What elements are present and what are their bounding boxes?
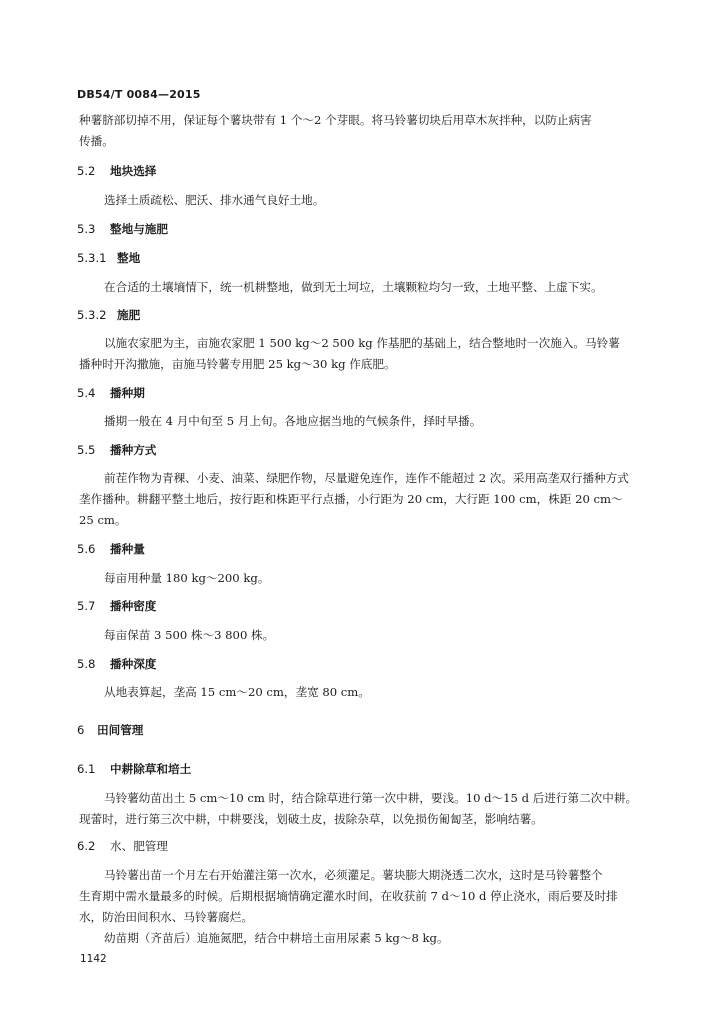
section-number: 5.6 [77, 542, 96, 556]
section-title: 播种深度 [110, 657, 157, 671]
page-number: 1142 [80, 953, 107, 965]
section-5-4-paragraph: 播期一般在 4 月中旬至 5 月上旬。各地应据当地的气候条件，择时早播。 [104, 414, 482, 428]
section-5-6-paragraph: 每亩用种量 180 kg～200 kg。 [104, 571, 270, 585]
section-title: 施肥 [117, 308, 141, 322]
document-header-id: DB54/T 0084—2015 [77, 88, 201, 101]
section-number: 5.2 [77, 164, 96, 178]
section-5-3-heading [77, 221, 168, 237]
section-5-7-paragraph: 每亩保苗 3 500 株～3 800 株。 [104, 628, 275, 642]
section-5-5-paragraph-line-3: 25 cm。 [79, 513, 127, 527]
section-6-2-paragraph-line-4: 幼苗期（齐苗后）追施氮肥，结合中耕培土亩用尿素 5 kg～8 kg。 [104, 931, 449, 945]
section-5-8-heading [77, 656, 156, 672]
section-6-1-paragraph-line-1: 马铃薯幼苗出土 5 cm～10 cm 时，结合除草进行第一次中耕，要浅。10 d～15 d 后进行第二次中耕。 [104, 791, 638, 805]
section-title: 整地 [117, 251, 141, 265]
section-number: 5.4 [77, 386, 96, 400]
section-number: 5.5 [77, 443, 96, 457]
intro-line-2: 传播。 [79, 134, 114, 148]
intro-line-1: 种薯脐部切掉不用，保证每个薯块带有 1 个～2 个芽眼。将马铃薯切块后用草木灰拌种，以防止病害 [79, 113, 592, 127]
section-title: 地块选择 [110, 164, 157, 178]
section-6-1-heading [77, 761, 191, 777]
section-number: 5.7 [77, 599, 96, 613]
section-6-2-paragraph-line-3: 水，防治田间积水、马铃薯腐烂。 [79, 910, 253, 924]
section-6-1-paragraph-line-2: 现蕾时，进行第三次中耕，中耕要浅，划破土皮，拔除杂草，以免损伤匍匐茎，影响结薯。 [79, 812, 543, 826]
section-title: 播种密度 [110, 599, 157, 613]
section-5-3-2-heading [77, 307, 140, 323]
section-5-5-paragraph-line-1: 前茬作物为青稞、小麦、油菜、绿肥作物，尽量避免连作，连作不能超过 2 次。采用高垄双行播种方式 [104, 471, 629, 485]
section-5-5-heading [77, 442, 156, 458]
section-title: 整地与施肥 [110, 222, 168, 236]
section-title: 播种方式 [110, 443, 157, 457]
section-5-4-heading [77, 385, 145, 401]
section-6-2-paragraph-line-1: 马铃薯出苗一个月左右开始灌注第一次水，必须灌足。薯块膨大期浇透二次水，这时是马铃薯整个 [104, 868, 603, 882]
section-5-5-paragraph-line-2: 垄作播种。耕翻平整土地后，按行距和株距平行点播，小行距为 20 cm，大行距 100 cm，株距 20 cm～ [79, 492, 623, 506]
section-6-2-paragraph-line-2: 生育期中需水量最多的时候。后期根据墒情确定灌水时间，在收获前 7 d～10 d 停止浇水，雨后要及时排 [79, 889, 618, 903]
section-number: 5.3.1 [77, 251, 107, 265]
section-5-2-heading [77, 163, 156, 179]
section-number: 6 [77, 723, 85, 737]
section-title: 播种量 [110, 542, 145, 556]
section-title: 田间管理 [97, 723, 144, 737]
section-5-3-2-paragraph-line-1: 以施农家肥为主，亩施农家肥 1 500 kg～2 500 kg 作基肥的基础上，结合整地时一次施入。马铃薯 [104, 336, 620, 350]
section-title: 水、肥管理 [110, 839, 168, 853]
section-number: 5.3.2 [77, 308, 107, 322]
section-title: 播种期 [110, 386, 145, 400]
section-5-3-2-paragraph-line-2: 播种时开沟撒施，亩施马铃薯专用肥 25 kg～30 kg 作底肥。 [79, 357, 396, 371]
section-5-7-heading [77, 598, 156, 614]
section-5-8-paragraph: 从地表算起，垄高 15 cm～20 cm，垄宽 80 cm。 [104, 685, 370, 699]
section-number: 5.8 [77, 657, 96, 671]
section-number: 5.3 [77, 222, 96, 236]
section-number: 6.2 [77, 839, 96, 853]
section-5-6-heading [77, 541, 145, 557]
section-number: 6.1 [77, 762, 96, 776]
section-6-heading [77, 722, 143, 738]
section-5-3-1-heading [77, 250, 140, 266]
section-5-2-paragraph: 选择土质疏松、肥沃、排水通气良好土地。 [104, 193, 325, 207]
section-title: 中耕除草和培土 [110, 762, 192, 776]
section-6-2-heading [77, 838, 168, 854]
section-5-3-1-paragraph: 在合适的土壤墒情下，统一机耕整地，做到无土坷垃，土壤颗粒均匀一致，土地平整、上虚下实。 [104, 280, 603, 294]
